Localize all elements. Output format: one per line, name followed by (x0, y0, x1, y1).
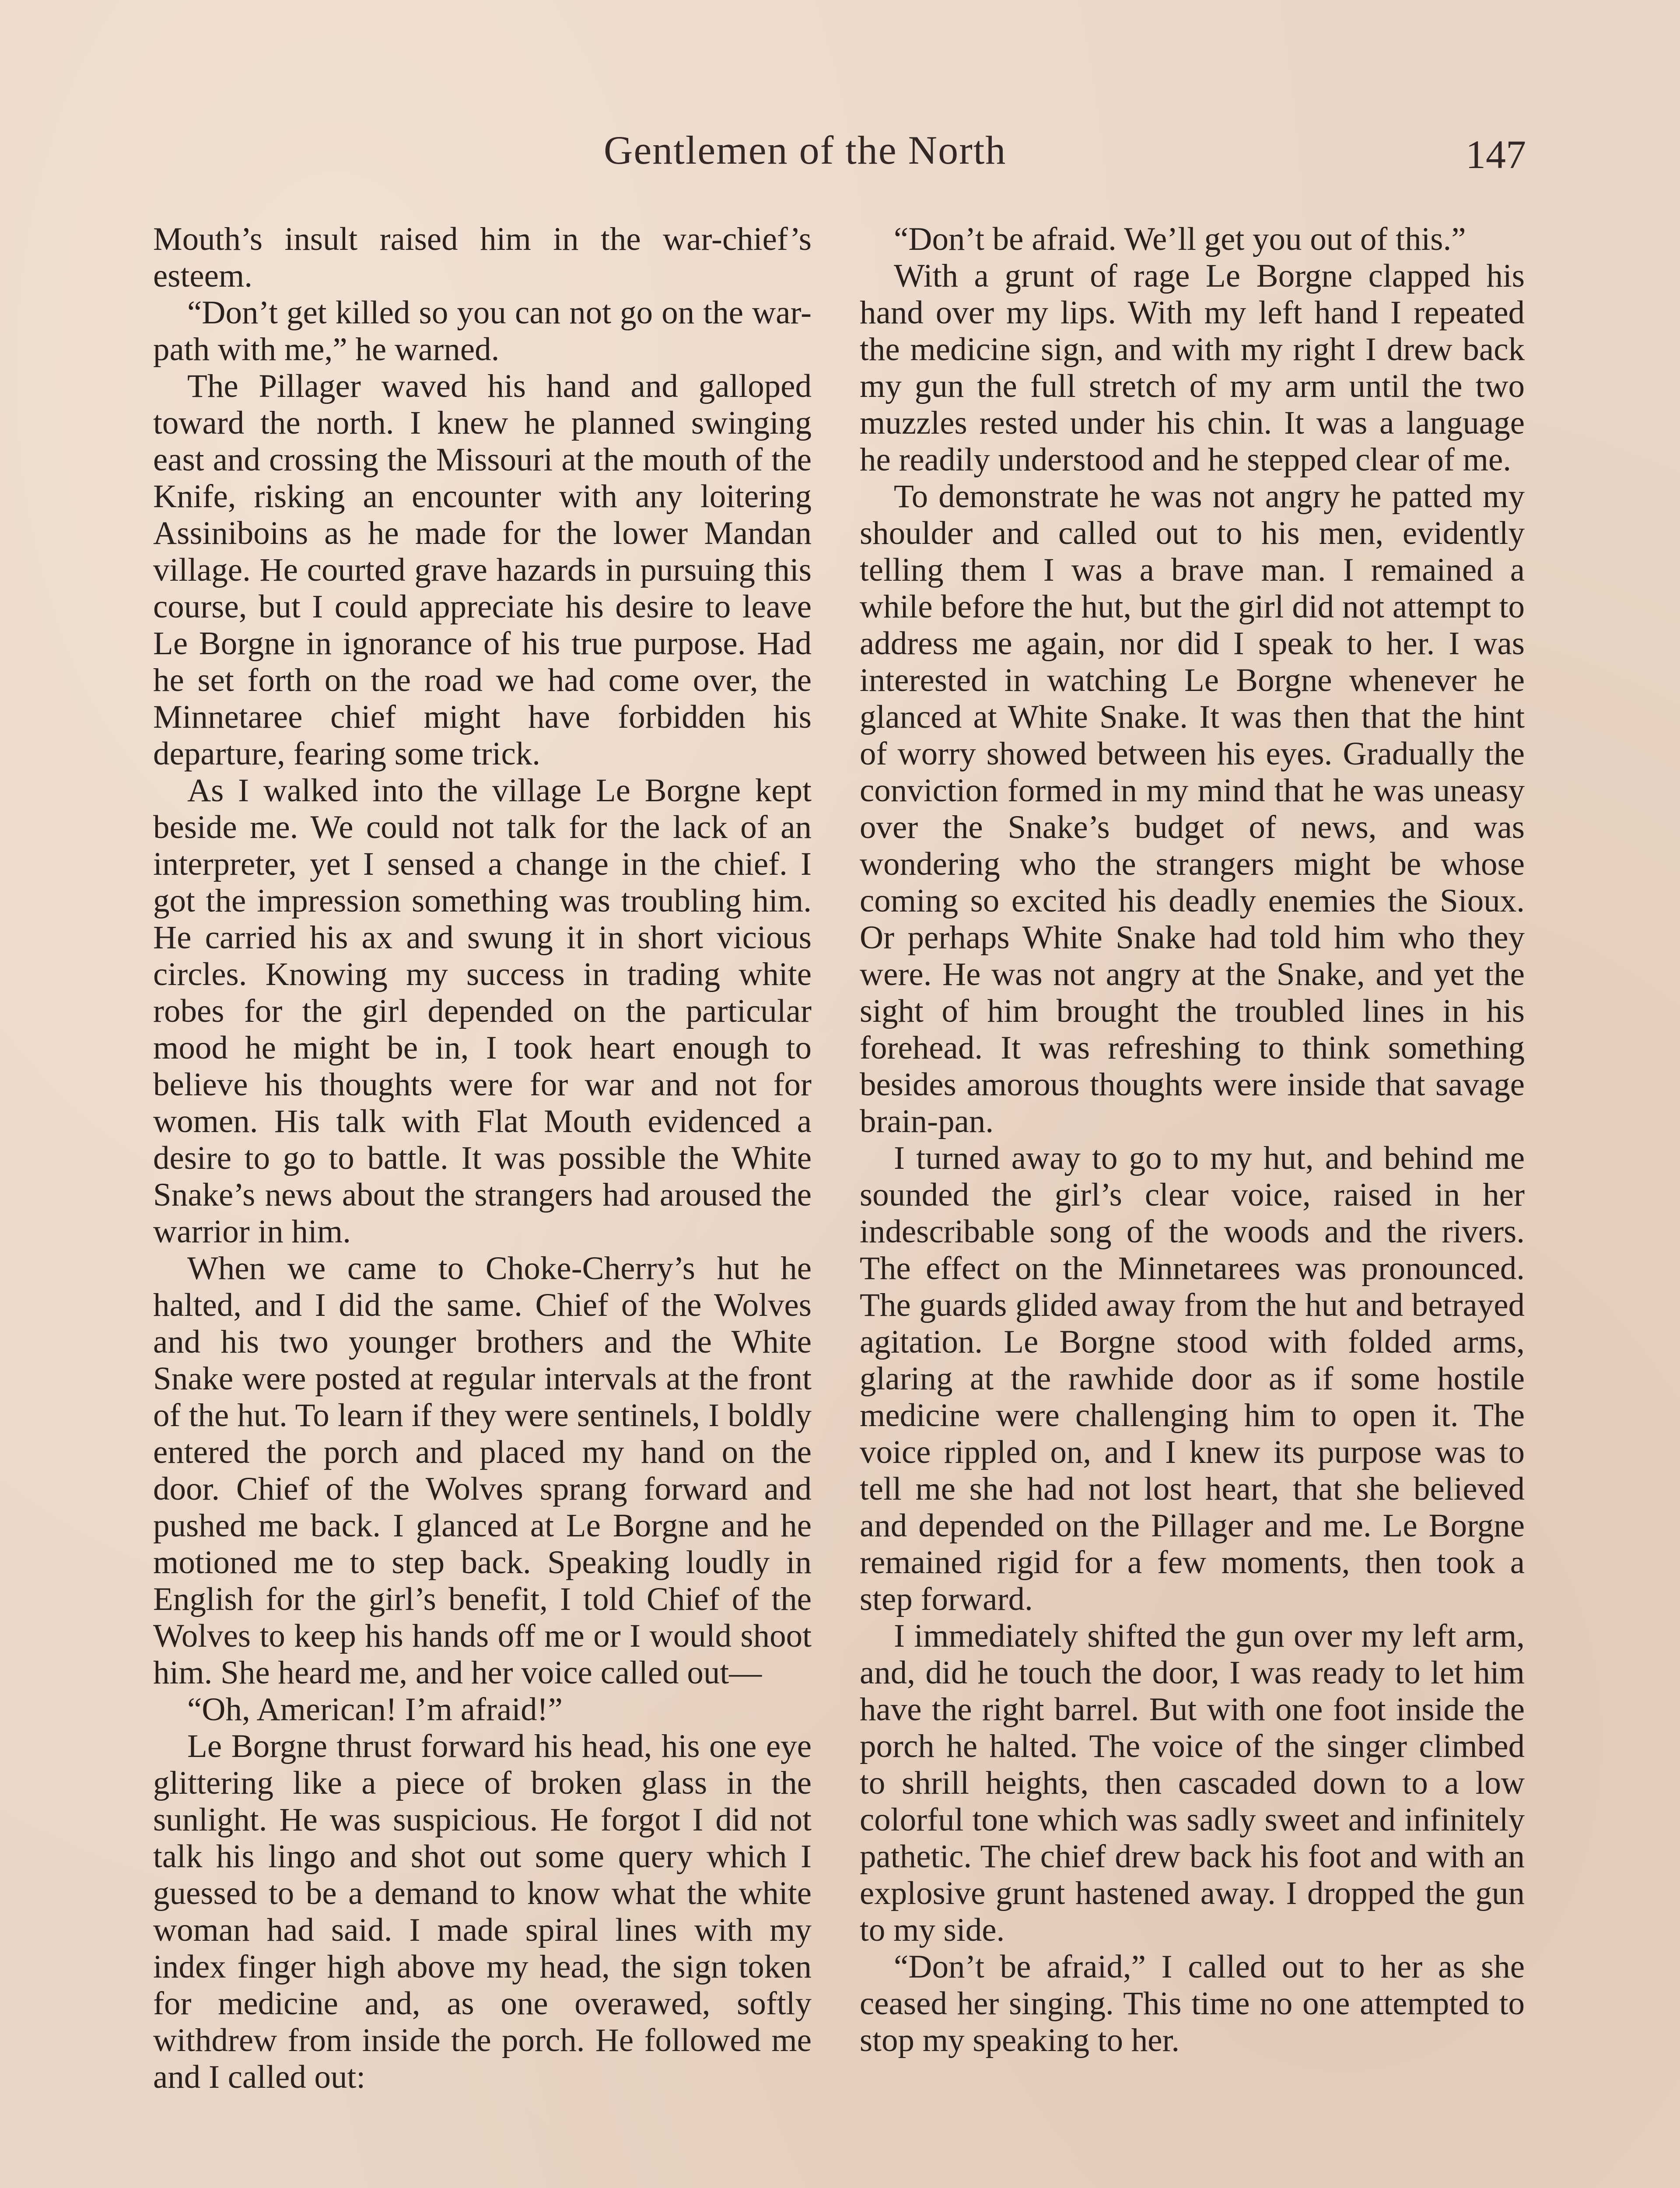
paragraph: “Don’t get killed so you can not go on the war-path with me,” he warned. (153, 295, 812, 368)
paragraph: “Oh, American! I’m afraid!” (187, 1691, 563, 1728)
paragraph: When we came to Choke-Cherry’s hut he halted, and I did the same. Chief of the Wolves and his two younger brothers and the White Snake were posted at regular intervals at the front of the hut. To learn if they were sentinels, I boldly entered the porch and placed my hand on the door. Chief of the Wolves sprang forward and pushed me back. I glanced at Le Borgne and he motioned me to step back. Speaking loudly in English for the girl’s benefit, I told Chief of the Wolves to keep his hands off me or I would shoot him. She heard me, and her voice called out— (153, 1250, 812, 1691)
left-column (153, 221, 812, 2096)
paragraph: I immediately shifted the gun over my left arm, and, did he touch the door, I was ready to let him have the right barrel. But with one foot inside the porch he halted. The voice of the singer climbed to shrill heights, then cascaded down to a low colorful tone which was sadly sweet and infinitely pathetic. The chief drew back his foot and with an explosive grunt hastened away. I dropped the gun to my side. (860, 1618, 1525, 1948)
paragraph: I turned away to go to my hut, and behind me sounded the girl’s clear voice, raised in her indescribable song of the woods and the rivers. The effect on the Minnetarees was pronounced. The guards glided away from the hut and betrayed agitation. Le Borgne stood with folded arms, glaring at the rawhide door as if some hostile medicine were challenging him to open it. The voice rippled on, and I knew its purpose was to tell me she had not lost heart, that she believed and depended on the Pillager and me. Le Borgne remained rigid for a few moments, then took a step forward. (860, 1140, 1525, 1617)
paragraph: As I walked into the village Le Borgne kept beside me. We could not talk for the lack of an interpreter, yet I sensed a change in the chief. I got the impression something was troubling him. He carried his ax and swung it in short vicious circles. Knowing my success in trading white robes for the girl depended on the particular mood he might be in, I took heart enough to believe his thoughts were for war and not for women. His talk with Flat Mouth evidenced a desire to go to battle. It was possible the White Snake’s news about the strangers had aroused the warrior in him. (153, 772, 812, 1250)
paragraph: To demonstrate he was not angry he patted my shoulder and called out to his men, evidently telling them I was a brave man. I remained a while before the hut, but the girl did not attempt to address me again, nor did I speak to her. I was interested in watching Le Borgne whenever he glanced at White Snake. It was then that the hint of worry showed between his eyes. Gradually the conviction formed in my mind that he was uneasy over the Snake’s budget of news, and was wondering who the strangers might be whose coming so excited his deadly enemies the Sioux. Or perhaps White Snake had told him who they were. He was not angry at the Snake, and yet the sight of him brought the troubled lines in his forehead. It was refreshing to think something besides amorous thoughts were inside that savage brain-pan. (860, 478, 1525, 1140)
page-header (0, 127, 1680, 184)
paragraph: Mouth’s insult raised him in the war-chief’s esteem. (153, 221, 812, 294)
paragraph: With a grunt of rage Le Borgne clapped his hand over my lips. With my left hand I repeated the medicine sign, and with my right I drew back my gun the full stretch of my arm until the two muzzles rested under his chin. It was a language he readily understood and he stepped clear of me. (860, 258, 1525, 478)
paragraph: “Don’t be afraid. We’ll get you out of this.” (894, 221, 1466, 257)
paragraph: “Don’t be afraid,” I called out to her as she ceased her singing. This time no one attempted to stop my speaking to her. (860, 1949, 1525, 2058)
paragraph: The Pillager waved his hand and galloped toward the north. I knew he planned swinging east and crossing the Missouri at the mouth of the Knife, risking an encounter with any loitering Assiniboins as he made for the lower Mandan village. He courted grave hazards in pursuing this course, but I could appreciate his desire to leave Le Borgne in ignorance of his true purpose. Had he set forth on the road we had come over, the Minnetaree chief might have forbidden his departure, fearing some trick. (153, 368, 812, 772)
page-number: 147 (1466, 132, 1526, 177)
paragraph: Le Borgne thrust forward his head, his one eye glittering like a piece of broken glass in the sunlight. He was suspicious. He forgot I did not talk his lingo and shot out some query which I guessed to be a demand to know what the white woman had said. I made spiral lines with my index finger high above my head, the sign token for medicine and, as one overawed, softly withdrew from inside the porch. He followed me and I called out: (153, 1728, 812, 2095)
right-column (860, 221, 1525, 2059)
running-title: Gentlemen of the North (604, 128, 1007, 172)
